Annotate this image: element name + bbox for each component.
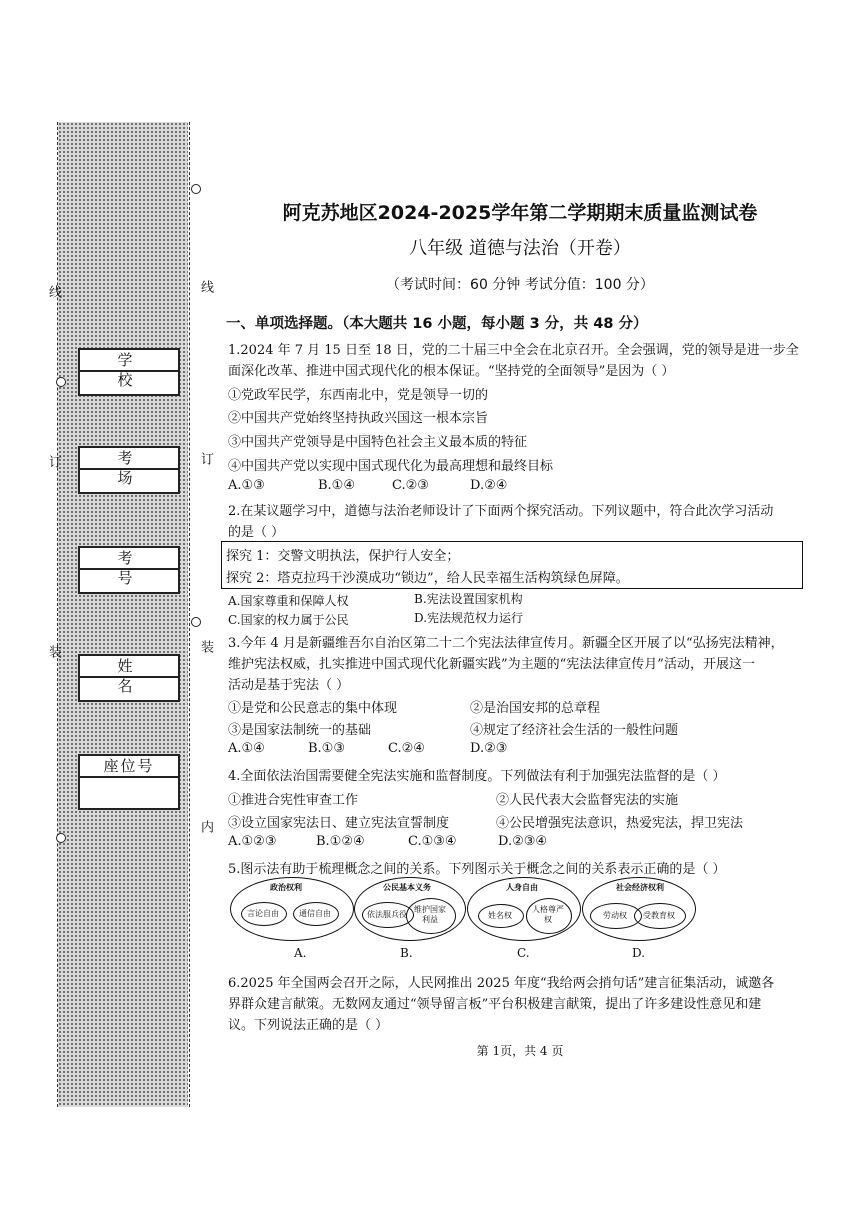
q1-choice-c: C.②③ [392, 478, 429, 493]
diagram-a-title: 政治权利 [270, 882, 302, 892]
q2-choice-b: B.宪法设置国家机构 [414, 592, 523, 606]
q1-option-4: ④中国共产党以实现中国式现代化为最高理想和最终目标 [228, 459, 554, 474]
cut-word-mount: 装 [198, 640, 213, 653]
school-field[interactable] [78, 348, 180, 396]
q1-stem-line2: 面深化改革、推进中国式现代化的根本保证。“坚持党的全面领导”是因为（ ） [228, 364, 675, 379]
cut-word-line: 线 [198, 280, 213, 293]
section-heading: 一、单项选择题。（本大题共 16 小题，每小题 3 分，共 48 分） [226, 316, 648, 332]
q4-option-4: ④公民增强宪法意识，热爱宪法，捍卫宪法 [496, 816, 744, 831]
q3-option-3: ③是国家法制统一的基础 [228, 723, 372, 738]
q3-stem-line1: 3.今年 4 月是新疆维吾尔自治区第二十二个宪法法律宣传月。新疆全区开展了以“弘扬宪法精神， [228, 636, 784, 651]
diagram-a-label: A. [294, 946, 307, 960]
diagram-b-title: 公民基本义务 [383, 882, 431, 892]
seat-number-input-box[interactable] [80, 778, 178, 800]
exam-room-label: 考 场 [80, 448, 178, 470]
cut-word-inner: 内 [198, 820, 213, 833]
seat-number-field[interactable] [78, 754, 180, 810]
cut-word-bind: 订 [198, 452, 213, 465]
q6-stem-line2: 界群众建言献策。无数网友通过“领导留言板”平台积极建言献策，提出了许多建设性意见和建 [228, 997, 762, 1012]
q4-choice-b: B.①②④ [316, 834, 365, 849]
q4-option-2: ②人民代表大会监督宪法的实施 [496, 793, 679, 808]
name-label: 姓 名 [80, 656, 178, 678]
q4-option-3: ③设立国家宪法日、建立宪法宣誓制度 [228, 816, 450, 831]
q4-stem: 4.全面依法治国需要健全宪法实施和监督制度。下列做法有利于加强宪法监督的是（ ） [228, 769, 726, 784]
q2-activity-1: 探究 1：交警文明执法，保护行人安全； [226, 549, 460, 564]
diagram-c-label: C. [517, 946, 530, 960]
diagram-a-right-label: 通信自由 [299, 909, 331, 918]
diagram-c-left-label: 姓名权 [488, 911, 512, 920]
q1-choice-d: D.②④ [470, 478, 508, 493]
q2-choice-a: A.国家尊重和保障人权 [228, 594, 349, 608]
q1-stem-line1: 1.2024 年 7 月 15 日至 18 日，党的二十届三中全会在北京召开。全会强调，党的领导是进一步全 [228, 343, 799, 358]
q4-choice-c: C.①③④ [408, 834, 457, 849]
q6-stem-line1: 6.2025 年全国两会召开之际，人民网推出 2025 年度“我给两会捎句话”建言征集活动，诚邀各 [228, 976, 775, 991]
q3-stem-line2: 维护宪法权威，扎实推进中国式现代化新疆实践”为主题的“宪法法律宣传月”活动，开展这一 [228, 657, 755, 672]
q2-choice-c: C.国家的权力属于公民 [228, 613, 349, 627]
cut-line-right [189, 122, 190, 1107]
cut-word-line: 线 [46, 285, 61, 298]
q2-stem-line1: 2.在某议题学习中，道德与法治老师设计了下面两个探究活动。下列议题中，符合此次学习活动 [228, 504, 774, 519]
q3-option-1: ①是党和公民意志的集中体现 [228, 701, 398, 716]
q2-choice-d: D.宪法规范权力运行 [414, 611, 524, 625]
seat-number-label: 座位号 [80, 756, 178, 778]
cut-line-left [57, 122, 58, 1107]
q4-choice-a: A.①②③ [228, 834, 277, 849]
q3-choice-d: D.②③ [470, 741, 508, 756]
cut-word-bind: 订 [46, 455, 61, 468]
diagram-b-label: B. [400, 946, 413, 960]
q1-option-2: ②中国共产党始终坚持执政兴国这一根本宗旨 [228, 411, 489, 426]
q1-option-1: ①党政军民学，东西南北中，党是领导一切的 [228, 388, 489, 403]
q3-option-2: ②是治国安邦的总章程 [470, 701, 601, 716]
diagram-a-left-label: 言论自由 [247, 909, 279, 918]
q3-stem-line3: 活动是基于宪法（ ） [228, 678, 350, 693]
cut-word-mount: 装 [46, 645, 61, 658]
diagram-c-title: 人身自由 [506, 882, 538, 892]
q4-choice-d: D.②③④ [498, 834, 548, 849]
q3-choice-c: C.②④ [388, 741, 425, 756]
binding-hole [56, 377, 66, 387]
q2-activity-2: 探究 2：塔克拉玛干沙漠成功“锁边”，给人民幸福生活构筑绿色屏障。 [226, 571, 629, 586]
exam-info: （考试时间：60 分钟 考试分值：100 分） [386, 277, 654, 293]
q5-stem: 5.图示法有助于梳理概念之间的关系。下列图示关于概念之间的关系表示正确的是（ ） [228, 862, 726, 877]
q1-choice-a: A.①③ [228, 478, 265, 493]
q3-option-4: ④规定了经济社会生活的一般性问题 [470, 723, 679, 738]
binding-strip [58, 122, 188, 1107]
diagram-d-left-label: 劳动权 [603, 911, 627, 920]
name-field[interactable] [78, 654, 180, 702]
binding-hole [191, 184, 201, 194]
page-footer: 第 1页，共 4 页 [476, 1044, 564, 1058]
q3-choice-a: A.①④ [228, 741, 265, 756]
diagram-d-title: 社会经济权利 [616, 882, 664, 892]
exam-subtitle: 八年级 道德与法治（开卷） [409, 238, 631, 259]
exam-number-field[interactable] [78, 546, 180, 594]
q6-stem-line3: 议。下列说法正确的是（ ） [228, 1018, 389, 1033]
diagram-b-left-label: 依法服兵役 [367, 910, 407, 919]
q1-option-3: ③中国共产党领导是中国特色社会主义最本质的特征 [228, 435, 528, 450]
diagram-b-right-label: 维护国家利益 [414, 905, 446, 924]
diagram-d-label: D. [632, 946, 646, 960]
exam-title: 阿克苏地区2024-2025学年第二学期期末质量监测试卷 [282, 202, 758, 224]
diagram-c-right-label: 人格尊严权 [532, 905, 564, 924]
binding-hole [56, 833, 66, 843]
diagram-d-right-label: 受教育权 [643, 911, 675, 920]
q2-stem-line2: 的是（ ） [228, 525, 285, 540]
exam-number-label: 考 号 [80, 548, 178, 570]
q4-option-1: ①推进合宪性审查工作 [228, 793, 359, 808]
school-label: 学 校 [80, 350, 178, 372]
q3-choice-b: B.①③ [308, 741, 345, 756]
q1-choice-b: B.①④ [318, 478, 355, 493]
binding-hole [191, 617, 201, 627]
exam-room-field[interactable] [78, 446, 180, 494]
